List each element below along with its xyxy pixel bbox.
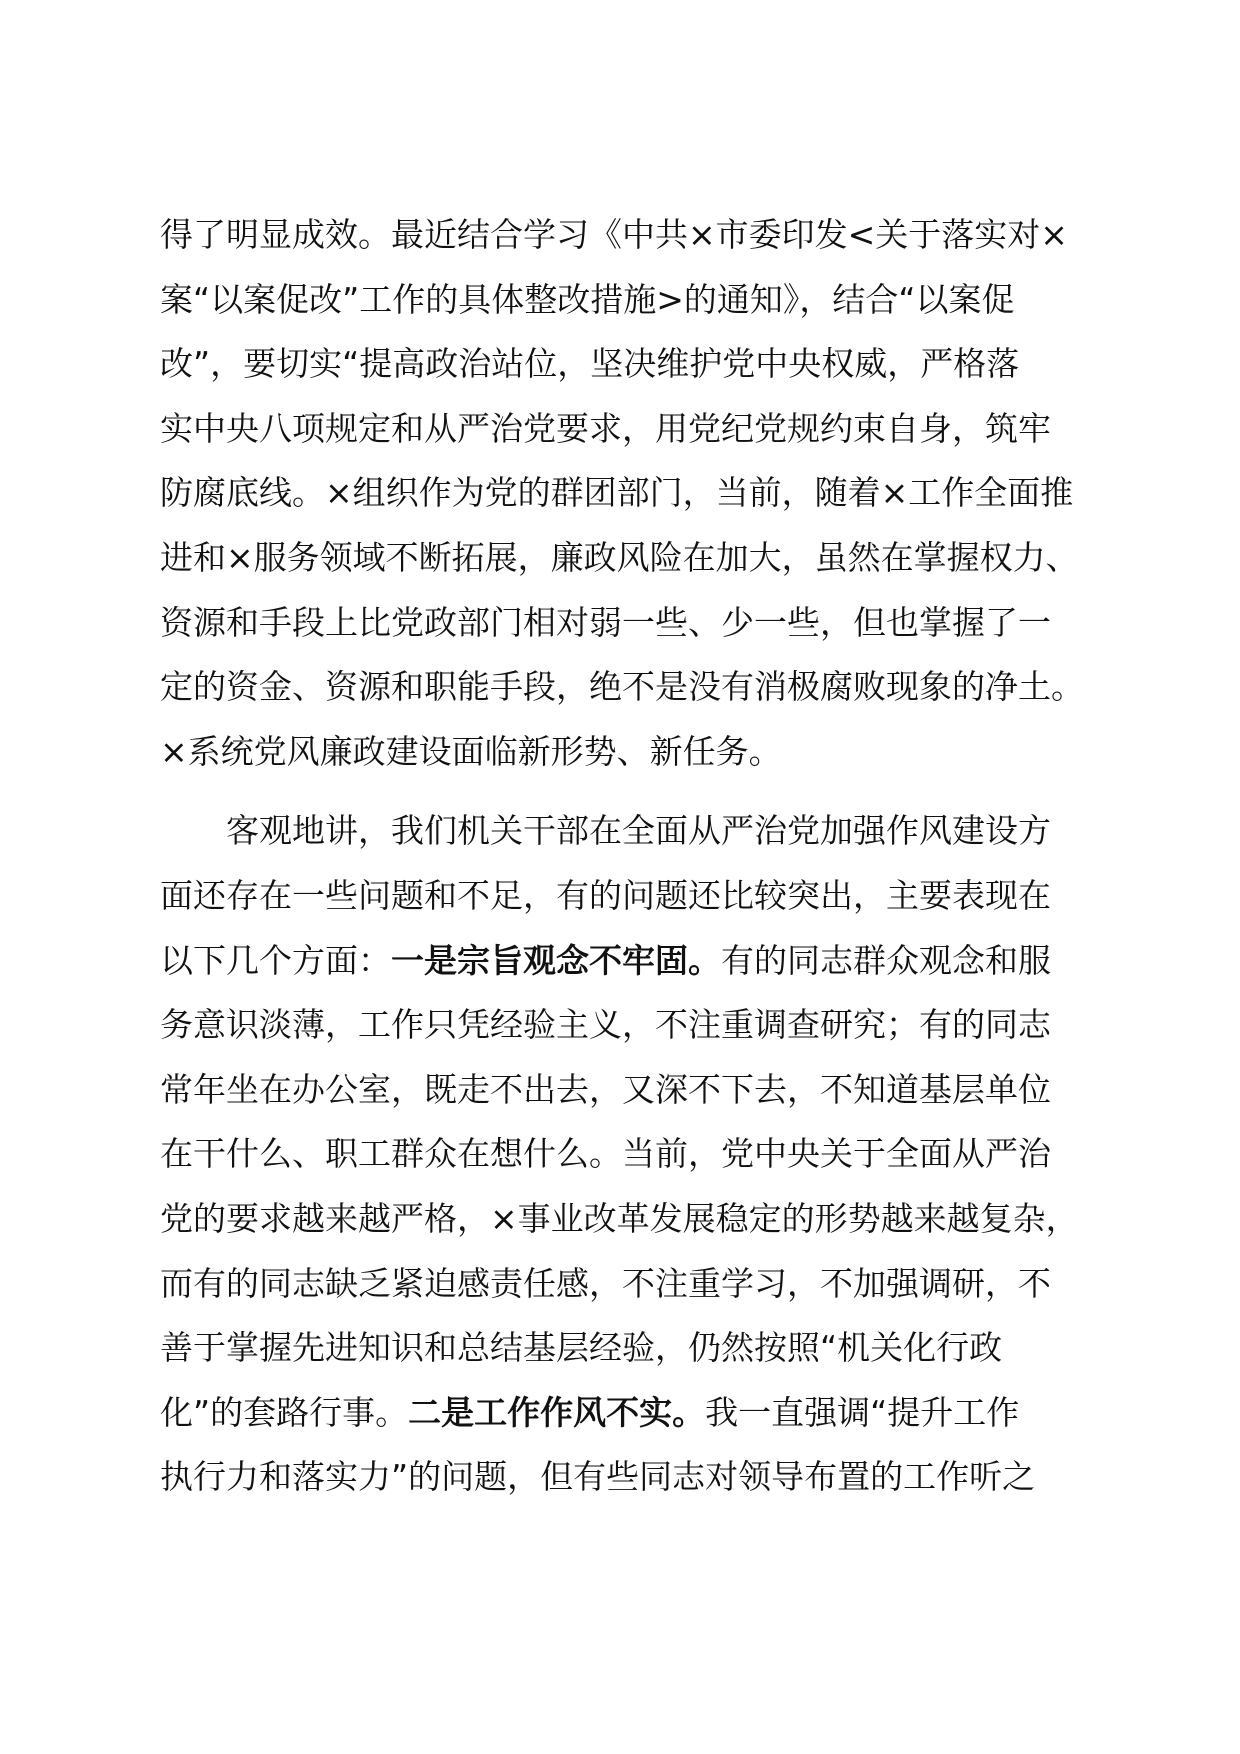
text-line: 党的要求越来越严格，×事业改革发展稳定的形势越来越复杂，	[160, 1198, 1079, 1238]
bold-heading-run: 一是宗旨观念不牢固。	[391, 940, 721, 980]
text-run: 以下几个方面：	[160, 940, 391, 980]
text-run: 化”的套路行事。	[160, 1392, 409, 1432]
paragraph-2	[160, 799, 1095, 1510]
text-line: 在干什么、职工群众在想什么。当前，党中央关于全面从严治	[160, 1134, 1051, 1174]
text-line	[160, 1381, 1095, 1446]
text-line: 定的资金、资源和职能手段，绝不是没有消极腐败现象的净土。	[160, 667, 1084, 707]
text-line: 常年坐在办公室，既走不出去，又深不下去，不知道基层单位	[160, 1069, 1051, 1109]
text-line: 客观地讲，我们机关干部在全面从严治党加强作风建设方	[226, 811, 1051, 851]
text-run: 有的同志群众观念和服	[721, 940, 1051, 980]
text-line	[160, 929, 1095, 994]
text-line: 改”，要切实“提高政治站位，坚决维护党中央权威，严格落	[160, 344, 1020, 384]
text-line: 务意识淡薄，工作只凭经验主义，不注重调查研究；有的同志	[160, 1005, 1051, 1045]
text-line: ×系统党风廉政建设面临新形势、新任务。	[160, 731, 782, 771]
text-line: 而有的同志缺乏紧迫感责任感，不注重学习，不加强调研，不	[160, 1263, 1051, 1303]
text-line: 实中央八项规定和从严治党要求，用党纪党规约束自身，筑牢	[160, 408, 1051, 448]
text-line: 案“以案促改”工作的具体整改措施>的通知》，结合“以案促	[160, 279, 1015, 319]
text-line: 防腐底线。×组织作为党的群团部门，当前，随着×工作全面推	[160, 473, 1074, 513]
text-line: 面还存在一些问题和不足，有的问题还比较突出，主要表现在	[160, 875, 1051, 915]
document-body	[160, 203, 1095, 1510]
text-line: 得了明显成效。最近结合学习《中共×市委印发<关于落实对×	[160, 215, 1068, 254]
text-line: 进和×服务领域不断拓展，廉政风险在加大，虽然在掌握权力、	[160, 537, 1079, 577]
bold-heading-run: 二是工作作风不实。	[408, 1392, 706, 1432]
paragraph-1	[160, 203, 1095, 784]
text-line: 善于掌握先进知识和总结基层经验，仍然按照“机关化行政	[160, 1328, 1003, 1368]
text-run: 我一直强调“提升工作	[705, 1392, 1020, 1432]
text-line: 资源和手段上比党政部门相对弱一些、少一些，但也掌握了一	[160, 602, 1051, 642]
text-line: 执行力和落实力”的问题，但有些同志对领导布置的工作听之	[160, 1457, 1036, 1497]
